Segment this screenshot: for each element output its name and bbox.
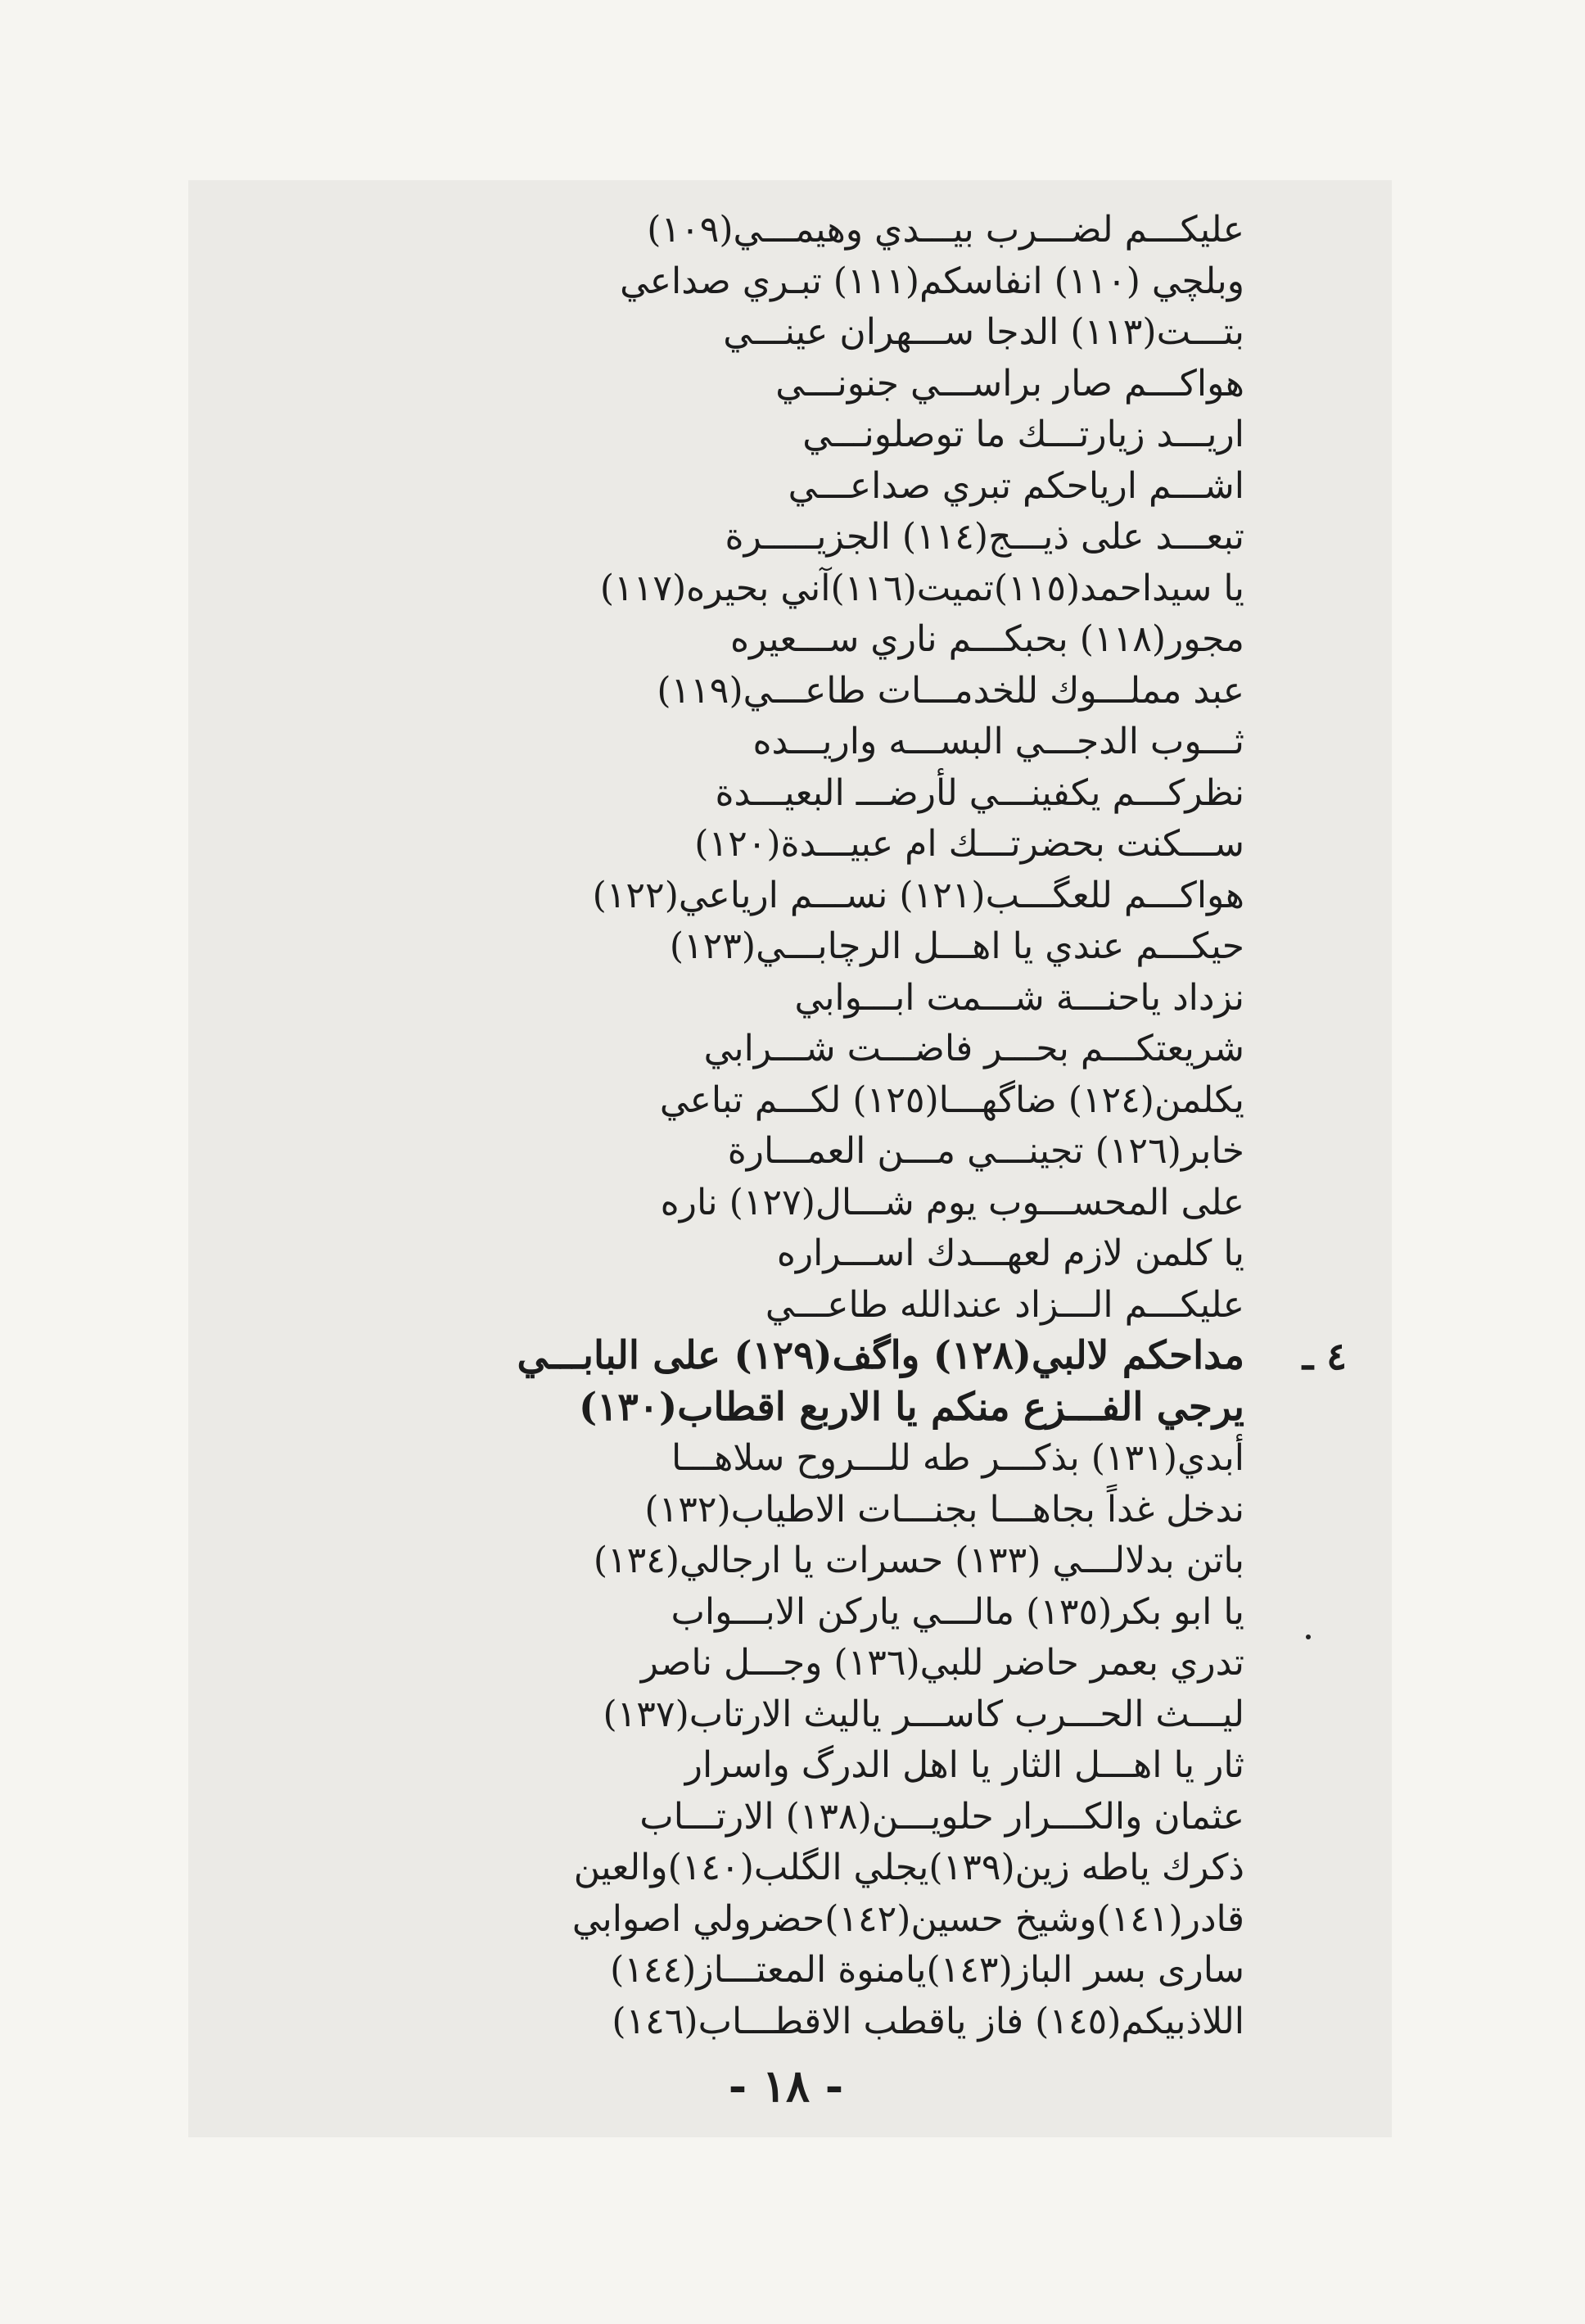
poem-line-36: اللاذبيكم(١٤٥) فاز ياقطب الاقطـــاب(١٤٦) (612, 2000, 1244, 2042)
page-number: - ١٨ - (728, 2059, 844, 2112)
poem-line-27: باتن بدلالـــي (١٣٣) حسرات يا ارجالي(١٣٤) (593, 1540, 1244, 1581)
poem-line-9: مجور(١١٨) بحبكـــم ناري ســـعيره (729, 618, 1244, 660)
poem-line-6: اشـــم ارياحكم تبري صداعـــي (788, 464, 1244, 507)
poem-line-14: هواكـــم للعگـــب(١٢١) نســـم ارياعي(١٢٢) (592, 874, 1244, 916)
poem-line-13: ســـكنت بحضرتـــك ام عبيـــدة(١٢٠) (694, 823, 1244, 865)
poem-line-23: مداحكم لالبي(١٢٨) واگف(١٢٩) على البابـــي (517, 1333, 1244, 1378)
poem-line-18: يكلمن(١٢٤) ضاگهـــا(١٢٥) لكـــم تباعي (659, 1078, 1244, 1121)
poem-line-28: يا ابو بكر(١٣٥) مالـــي ياركن الابـــواب (671, 1590, 1244, 1633)
poem-line-19: خابر(١٢٦) تجينـــي مـــن العمـــارة (727, 1130, 1244, 1172)
poem-line-26: ندخل غداً بجاهـــا بجنـــات الاطياب(١٣٢) (644, 1488, 1244, 1530)
poem-line-12: نظركـــم يكفينـــي لأرضـــ البعيـــدة (715, 771, 1244, 814)
poem-line-7: تبعـــد على ذيـــج(١١٤) الجزيـــــرة (725, 516, 1244, 558)
poem-line-5: اريـــد زيارتـــك ما توصلونـــي (802, 414, 1244, 455)
poem-line-22: عليكـــم الـــزاد عندالله طاعـــي (765, 1283, 1244, 1326)
poem-line-4: هواكـــم صار براســـي جنونـــي (775, 362, 1244, 405)
poem-line-11: ثـــوب الدجـــي البســـه واريـــده (752, 721, 1244, 762)
poem-line-17: شريعتكـــم بحـــر فاضـــت شـــرابي (703, 1028, 1244, 1069)
poem-line-3: بتـــت(١١٣) الدجا ســـهران عينـــي (723, 311, 1244, 353)
poem-line-16: نزداد ياحنـــة شـــمت ابـــوابي (794, 976, 1244, 1019)
poem-line-34: قادر(١٤١)وشيخ حسين(١٤٢)حضرولي اصوابي (571, 1897, 1244, 1940)
poem-line-10: عبد مملـــوك للخدمـــات طاعـــي(١١٩) (657, 669, 1244, 712)
poem-line-30: ليـــث الحـــرب كاســـر ياليث الارتاب(١٣٧) (603, 1693, 1244, 1735)
poem-line-24: يرجي الفـــزع منكم يا الاربع اقطاب(١٣٠) (578, 1384, 1244, 1430)
poem-line-15: حيكـــم عندي يا اهـــل الرچابـــي(١٢٣) (669, 925, 1244, 967)
verse-number: ٤ ـ (1302, 1334, 1347, 1378)
poem-line-35: سارى بسر الباز(١٤٣)يامنوة المعتـــاز(١٤٤) (610, 1949, 1244, 1991)
poem-line-1: عليكـــم لضـــرب بيـــدي وهيمـــي(١٠٩) (647, 209, 1244, 251)
poem-line-29: تدري بعمر حاضر للبي(١٣٦) وجـــل ناصر (640, 1642, 1244, 1684)
poem-line-32: عثمان والكـــرار حلويـــن(١٣٨) الارتـــاب (639, 1795, 1244, 1838)
poem-line-31: ثار يا اهـــل الثار يا اهل الدرگ واسرار (684, 1744, 1244, 1786)
poem-line-2: وبلچي (١١٠) انفاسكم(١١١) تبـري صداعي (620, 260, 1244, 302)
poem-line-20: على المحســـوب يوم شـــال(١٢٧) ناره (660, 1181, 1244, 1223)
ink-speck (1306, 1634, 1311, 1639)
poem-line-25: أبدي(١٣١) بذكـــر طه للـــروح سلاهـــا (671, 1437, 1244, 1479)
poem-line-8: يا سيداحمد(١١٥)تميت(١١٦)آني بحيره(١١٧) (599, 567, 1244, 609)
poem-line-21: يا كلمن لازم لعهـــدك اســـراره (776, 1232, 1244, 1274)
poem-line-33: ذكرك ياطه زين(١٣٩)يجلي الگلب(١٤٠)والعين (573, 1847, 1244, 1888)
